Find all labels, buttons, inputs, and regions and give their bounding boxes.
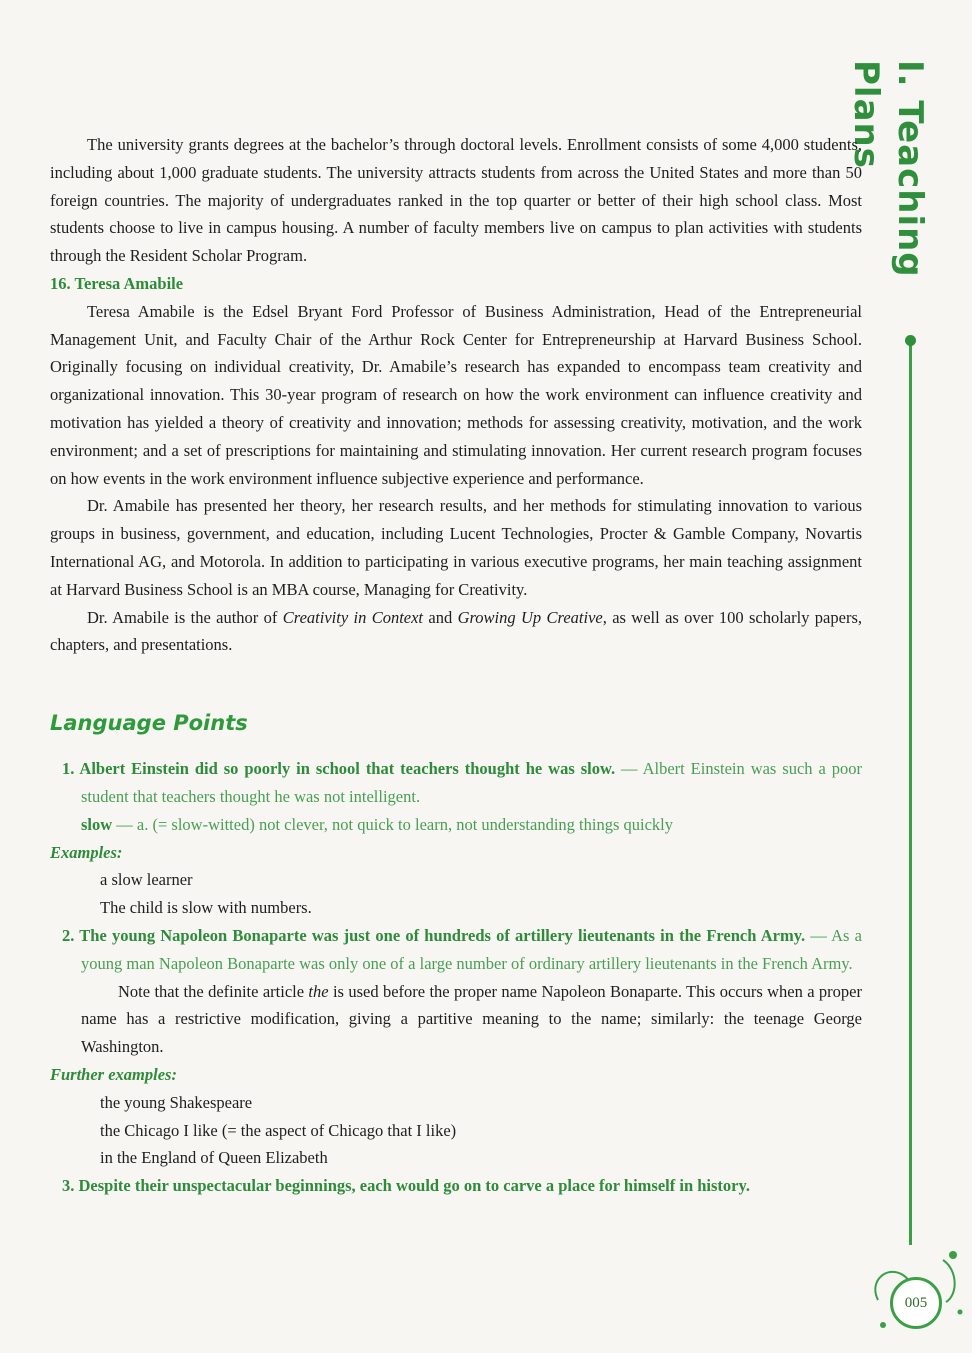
point-1-gloss: — Albert Einstein was such a poor student that teachers thought he was not intelligent. [81,759,862,806]
point-2-gloss: — As a young man Napoleon Bonaparte was only one of a large number of ordinary artillery lieutenants in the French Army. [81,925,862,973]
example-item: The child is slow with numbers. [100,898,312,918]
main-content [50,131,862,1200]
language-points-title: Language Points [50,711,248,736]
section-16-paragraph-2: Dr. Amabile has presented her theory, her research results, and her methods for stimulating innovation to various groups in business, government, and education, including Lucent Technologies, Procter & Gamble Company, Novartis International AG, and Motorola. In addition to participating in various executive programs, her main teaching assignment at Harvard Business School is an MBA course, Managing for Creativity. [50,496,862,599]
page-number: 005 [890,1277,942,1329]
point-3-quote: 3. Despite their unspectacular beginnings, each would go on to carve a place for himself in history. [62,1176,750,1196]
sidebar-rule [909,340,912,1245]
note-start: Note that the definite article [118,981,309,1001]
p3-start: Dr. Amabile is the author of [87,607,283,627]
book-title-2: Growing Up Creative [457,607,603,627]
point-3 [50,1172,862,1200]
point-2-note [50,978,862,1061]
note-the: the [308,981,329,1001]
section-title: I. Teaching Plans [846,60,930,278]
section-sidebar [846,60,932,340]
section-16-paragraph-3 [50,604,862,660]
point-1-examples-label: Examples: [50,842,123,862]
point-2-quote: 2. The young Napoleon Bonaparte was just one of hundreds of artillery lieutenants in the French Army. [62,925,806,945]
point-2 [50,922,862,978]
note-end: is used before the proper name Napoleon Bonaparte. This occurs when a proper name has a restrictive modification, giving a partitive meaning to the name; similarly: the teenage George Washington. [81,981,862,1057]
point-1-term-definition: — a. (= slow-witted) not clever, not quick to learn, not understanding things quickly [112,814,673,834]
example-item: the Chicago I like (= the aspect of Chicago that I like) [100,1120,457,1140]
example-item: a slow learner [100,870,193,890]
example-item: in the England of Queen Elizabeth [100,1148,328,1168]
point-1-quote: 1. Albert Einstein did so poorly in school that teachers thought he was slow. [62,759,616,779]
point-2-examples-label: Further examples: [50,1064,177,1084]
sidebar-dot [905,335,916,346]
section-16-heading: 16. Teresa Amabile [50,273,184,293]
intro-paragraph: The university grants degrees at the bachelor’s through doctoral levels. Enrollment consists of some 4,000 students, including about 1,000 graduate students. The university attracts students from across the United States and more than 50 foreign countries. The majority of undergraduates ranked in the top quarter or better of their high school class. Most students choose to live in campus housing. A number of faculty members live on campus to plan activities with students through the Resident Scholar Program. [50,135,862,266]
point-1-term: slow [81,814,113,834]
p3-end: , as well as over 100 scholarly papers, chapters, and presentations. [50,607,862,655]
section-16-paragraph-1: Teresa Amabile is the Edsel Bryant Ford Professor of Business Administration, Head of the Entrepreneurial Management Unit, and Faculty Chair of the Arthur Rock Center for Entrepreneurship at Harvard Business School. Originally focusing on individual creativity, Dr. Amabile’s research has expanded to encompass team creativity and organizational innovation. This 30-year program of research on how the work environment can influence creativity and motivation has yielded a theory of creativity and innovation; methods for assessing creativity, motivation, and the work environment; and a set of prescriptions for maintaining and stimulating innovation. Her current research program focuses on how events in the work environment influence subjective experience and performance. [50,301,862,488]
example-item: the young Shakespeare [100,1092,253,1112]
point-1 [50,755,862,811]
book-title-1: Creativity in Context [282,607,424,627]
point-1-term-line [50,811,862,839]
p3-and: and [423,607,458,627]
